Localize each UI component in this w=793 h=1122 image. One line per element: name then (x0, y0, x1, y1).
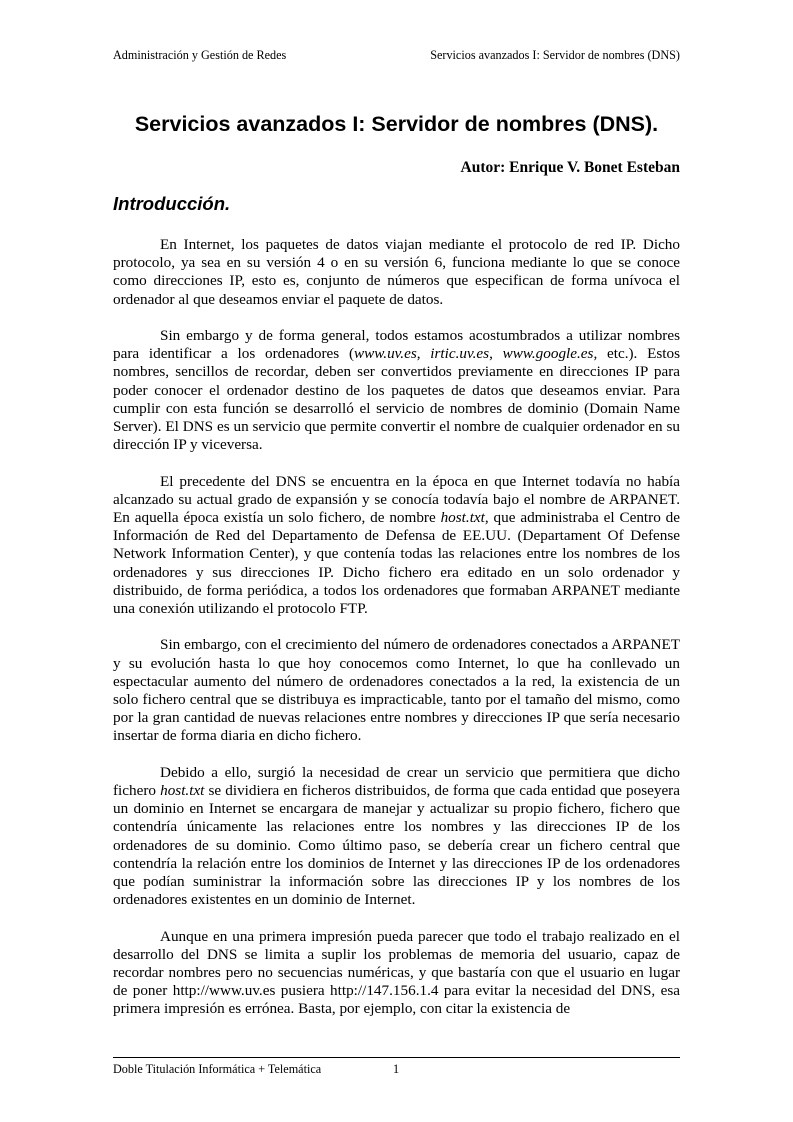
header-course-title: Administración y Gestión de Redes (113, 48, 287, 62)
paragraph-5 (113, 764, 680, 910)
example-domain-google: www.google.es (502, 345, 594, 363)
paragraph-1: En Internet, los paquetes de datos viajan mediante el protocolo de red IP. Dicho protocolo, ya sea en su versión 4 o en su versión 6, funciona mediante lo que se conoce como direcciones IP, esto es, conjunto de números que especifican de forma unívoca el ordenador al que deseamos enviar el paquete de datos. (113, 236, 680, 308)
footer-degree-name: Doble Titulación Informática + Telemática (113, 1062, 322, 1076)
author-line: Autor: Enrique V. Bonet Esteban (460, 159, 680, 176)
document-title: Servicios avanzados I: Servidor de nombres (DNS). (134, 112, 659, 136)
paragraph-2-text-b: , etc.). Estos nombres, sencillos de recordar, deben ser convertidos previamente en direcciones IP para poder conocer el ordenador destino de los paquetes de datos que deseamos enviar. Para cumplir con esta función se desarrolló el servicio de nombres de dominio (Domain Name Server). El DNS es un servicio que permite convertir el nombre de cualquier ordenador en su dirección IP y viceversa. (113, 345, 681, 454)
filename-host-txt: host.txt (440, 509, 485, 527)
paragraph-5-text-a: Debido a ello, surgió la necesidad de crear un servicio que permitiera que dicho fichero (113, 763, 680, 800)
body-text (113, 236, 680, 1019)
page-number: 1 (393, 1062, 400, 1076)
paragraph-6: Aunque en una primera impresión pueda parecer que todo el trabajo realizado en el desarrollo del DNS se limita a suplir los problemas de memoria del usuario, capaz de recordar nombres pero no secuencias numéricas, y que bastaría con que el usuario en lugar de poner http://www.uv.es pusiera http://147.156.1.4 para evitar la necesidad del DNS, esa primera impresión es errónea. Basta, por ejemplo, con citar la existencia de (113, 927, 680, 1018)
example-domain-irtic: irtic.uv.es (430, 345, 490, 363)
paragraph-5-text-b: se dividiera en ficheros distribuidos, de forma que cada entidad que poseyera un dominio en Internet se encargara de manejar y actualizar su propio fichero, fichero que contendría únicamente las relaciones entre los nombres y las direcciones IP de los ordenadores de su dominio. Como último paso, se debería crear un fichero central que contendría la relación entre los dominios de Internet y las direcciones IP de los ordenadores que podían suministrar la información sobre las direcciones IP y los nombres de los ordenadores existentes en un dominio de Internet. (113, 782, 680, 909)
header-chapter-title: Servicios avanzados I: Servidor de nombres (DNS) (430, 48, 680, 62)
separator: , (416, 345, 431, 363)
paragraph-3 (113, 473, 680, 619)
paragraph-3-text-a: El precedente del DNS se encuentra en la época en que Internet todavía no había alcanzado su actual grado de expansión y se conocía todavía bajo el nombre de ARPANET. En aquella época existía un solo fichero, de nombre (113, 472, 680, 527)
running-header (113, 48, 680, 64)
paragraph-2 (113, 327, 680, 454)
separator: , (489, 345, 503, 363)
paragraph-3-text-b: , que administraba el Centro de Información de Red del Departamento de Defensa de EE.UU. (Departament Of Defense Network Information Center), y que contenía todas las relaciones entre los nombres de los ordenadores y sus direcciones IP. Dicho fichero era editado en un solo ordenador y distribuido, de forma periódica, a todos los ordenadores que formaban ARPANET mediante una conexión utilizando el protocolo FTP. (113, 509, 680, 618)
filename-host-txt: host.txt (160, 782, 205, 800)
footer-divider (113, 1057, 680, 1058)
section-heading: Introducción. (113, 193, 231, 214)
paragraph-2-text-a: Sin embargo y de forma general, todos estamos acostumbrados a utilizar nombres para identificar a los ordenadores ( (113, 327, 680, 363)
paragraph-4: Sin embargo, con el crecimiento del número de ordenadores conectados a ARPANET y su evolución hasta lo que hoy conocemos como Internet, lo que ha conllevado un espectacular aumento del número de ordenadores conectados a la red, la existencia de un solo fichero central que se distribuya es impracticable, tanto por el tamaño del mismo, como por la gran cantidad de nuevas relaciones entre nombres y direcciones IP que sería necesario insertar de forma diaria en dicho fichero. (113, 636, 680, 745)
example-domain-uv: www.uv.es (354, 345, 417, 363)
